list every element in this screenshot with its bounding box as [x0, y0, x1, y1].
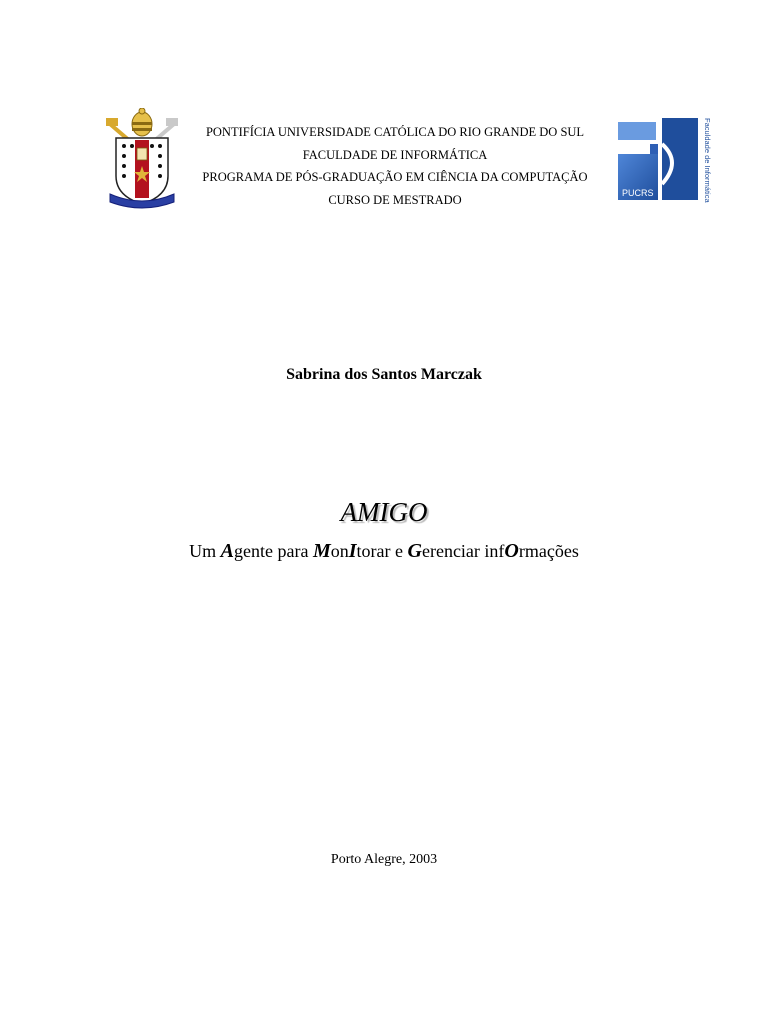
pucrs-badge-label: PUCRS: [622, 188, 654, 198]
subtitle-acronym-letter: O: [504, 540, 519, 562]
place-and-year: Porto Alegre, 2003: [330, 852, 438, 867]
faculdade-vertical-label: Faculdade de Informática: [703, 118, 712, 203]
subtitle-acronym-letter: M: [312, 540, 331, 562]
header-line-university: PONTIFÍCIA UNIVERSIDADE CATÓLICA DO RIO GRANDE DO SUL: [205, 125, 585, 139]
document-title: AMIGO: [340, 497, 428, 527]
subtitle-acronym-letter: G: [407, 540, 422, 562]
header-institution-block: [180, 121, 610, 211]
subtitle-segment: rmações: [518, 541, 579, 561]
subtitle-segment: erenciar inf: [421, 541, 505, 561]
subtitle-segment: torar e: [356, 541, 408, 561]
shield-icon: [116, 138, 168, 204]
faculdade-informatica-logo-icon: [612, 114, 716, 210]
papal-tiara-icon: [132, 108, 152, 136]
subtitle-acronym-letter: I: [348, 540, 357, 562]
subtitle-acronym-letter: A: [220, 540, 234, 562]
header-line-program: PROGRAMA DE PÓS-GRADUAÇÃO EM CIÊNCIA DA COMPUTAÇÃO: [202, 170, 588, 184]
university-coat-of-arms-icon: [104, 108, 180, 210]
subtitle-segment: Um: [189, 541, 221, 561]
subtitle-segment: on: [330, 541, 349, 561]
header-line-faculty: FACULDADE DE INFORMÁTICA: [302, 147, 488, 162]
subtitle-segment: gente para: [234, 541, 313, 561]
document-subtitle: [0, 540, 768, 563]
header-line-course: CURSO DE MESTRADO: [328, 192, 462, 207]
author-name: Sabrina dos Santos Marczak: [286, 366, 482, 383]
